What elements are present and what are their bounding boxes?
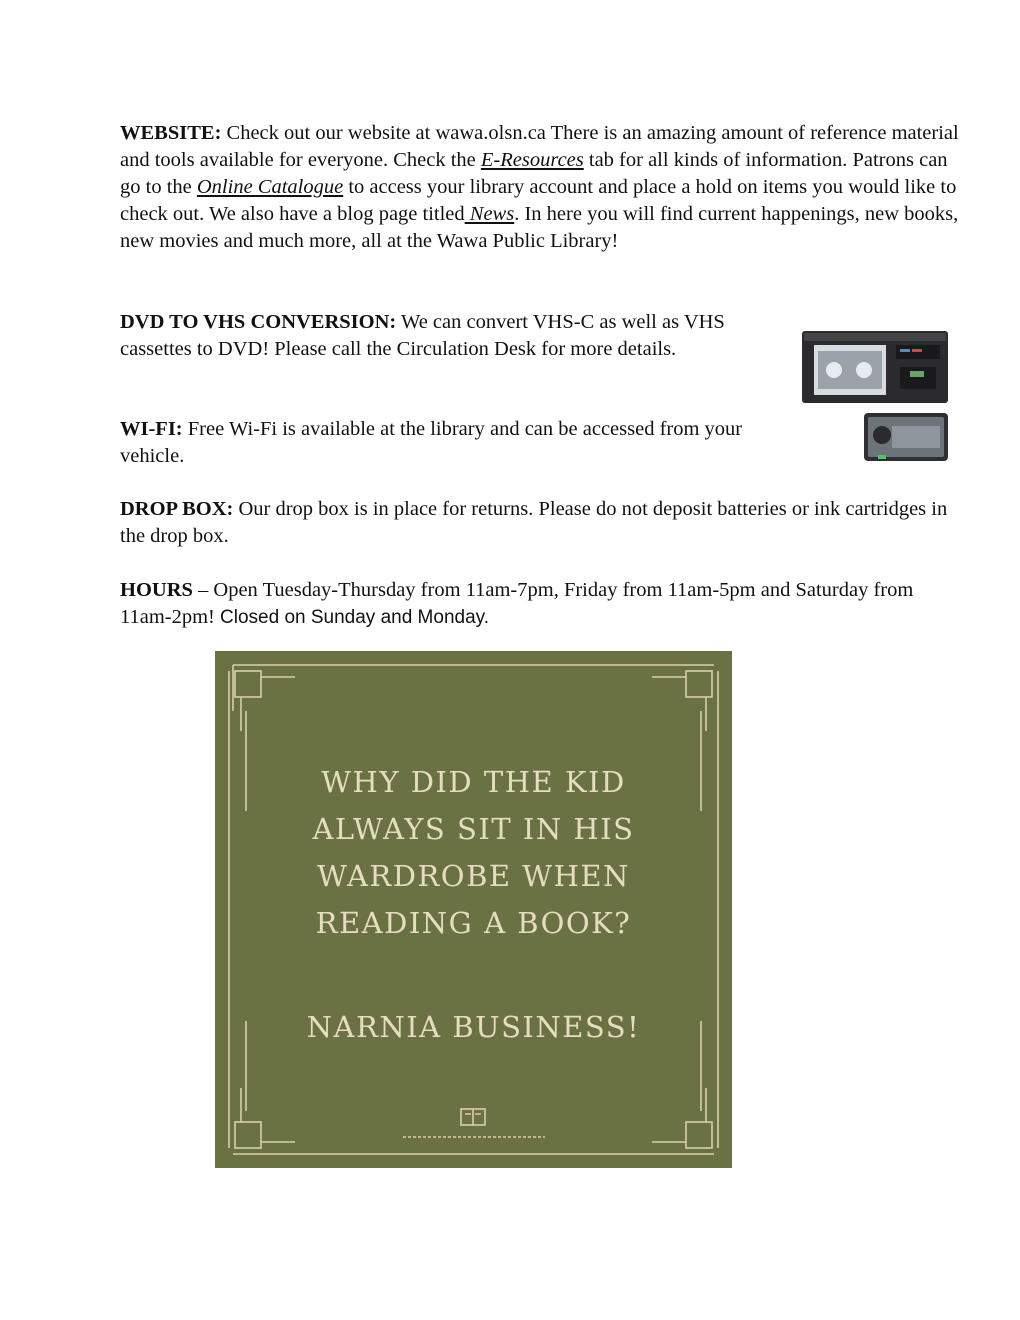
- poster-line: READING A BOOK?: [315, 906, 632, 940]
- narnia-joke-poster: [215, 651, 732, 1168]
- publisher-logo-icon: [461, 1109, 485, 1125]
- website-text-1: Check out our website at wawa.olsn.ca There is an amazing amount of reference material and tools available for everyone. Check the: [120, 122, 959, 171]
- dropbox-paragraph: [120, 496, 960, 550]
- poster-punchline: NARNIA BUSINESS!: [306, 1010, 641, 1044]
- vhs-adapter-icon: [800, 327, 950, 465]
- e-resources-link[interactable]: E-Resources: [480, 149, 584, 171]
- hours-closed-note: Closed on Sunday and Monday.: [220, 607, 490, 628]
- wifi-text: Free Wi-Fi is available at the library and can be accessed from your vehicle.: [120, 418, 743, 467]
- poster-line: WARDROBE WHEN: [317, 859, 630, 893]
- news-link[interactable]: News: [464, 203, 515, 225]
- wifi-label: WI-FI:: [120, 418, 183, 440]
- website-paragraph: [120, 120, 960, 255]
- dropbox-text: Our drop box is in place for returns. Please do not deposit batteries or ink cartridges in the drop box.: [120, 498, 948, 547]
- dvd-paragraph: [120, 309, 770, 363]
- poster-line: ALWAYS SIT IN HIS: [312, 812, 635, 846]
- hours-paragraph: [120, 577, 960, 631]
- wifi-paragraph: [120, 416, 770, 470]
- dvd-label: DVD TO VHS CONVERSION:: [120, 311, 397, 333]
- hours-text: – Open Tuesday-Thursday from 11am-7pm, Friday from 11am-5pm and Saturday from 11am-2pm!: [120, 579, 914, 628]
- website-text-3: to access your library account and place a hold on items you would like to check out. We also have a blog page titled: [120, 176, 957, 225]
- dropbox-label: DROP BOX:: [120, 498, 234, 520]
- website-text-4: . In here you will find current happenings, new books, new movies and much more, all at the Wawa Public Library!: [120, 203, 959, 252]
- dvd-text: We can convert VHS-C as well as VHS cassettes to DVD! Please call the Circulation Desk for more details.: [120, 311, 725, 360]
- poster-line: WHY DID THE KID: [321, 765, 626, 799]
- website-text-2: tab for all kinds of information. Patrons can go to the: [120, 149, 948, 198]
- online-catalogue-link[interactable]: Online Catalogue: [196, 176, 344, 198]
- hours-label: HOURS: [120, 579, 193, 601]
- poster-text: [215, 759, 732, 1051]
- website-label: WEBSITE:: [120, 122, 222, 144]
